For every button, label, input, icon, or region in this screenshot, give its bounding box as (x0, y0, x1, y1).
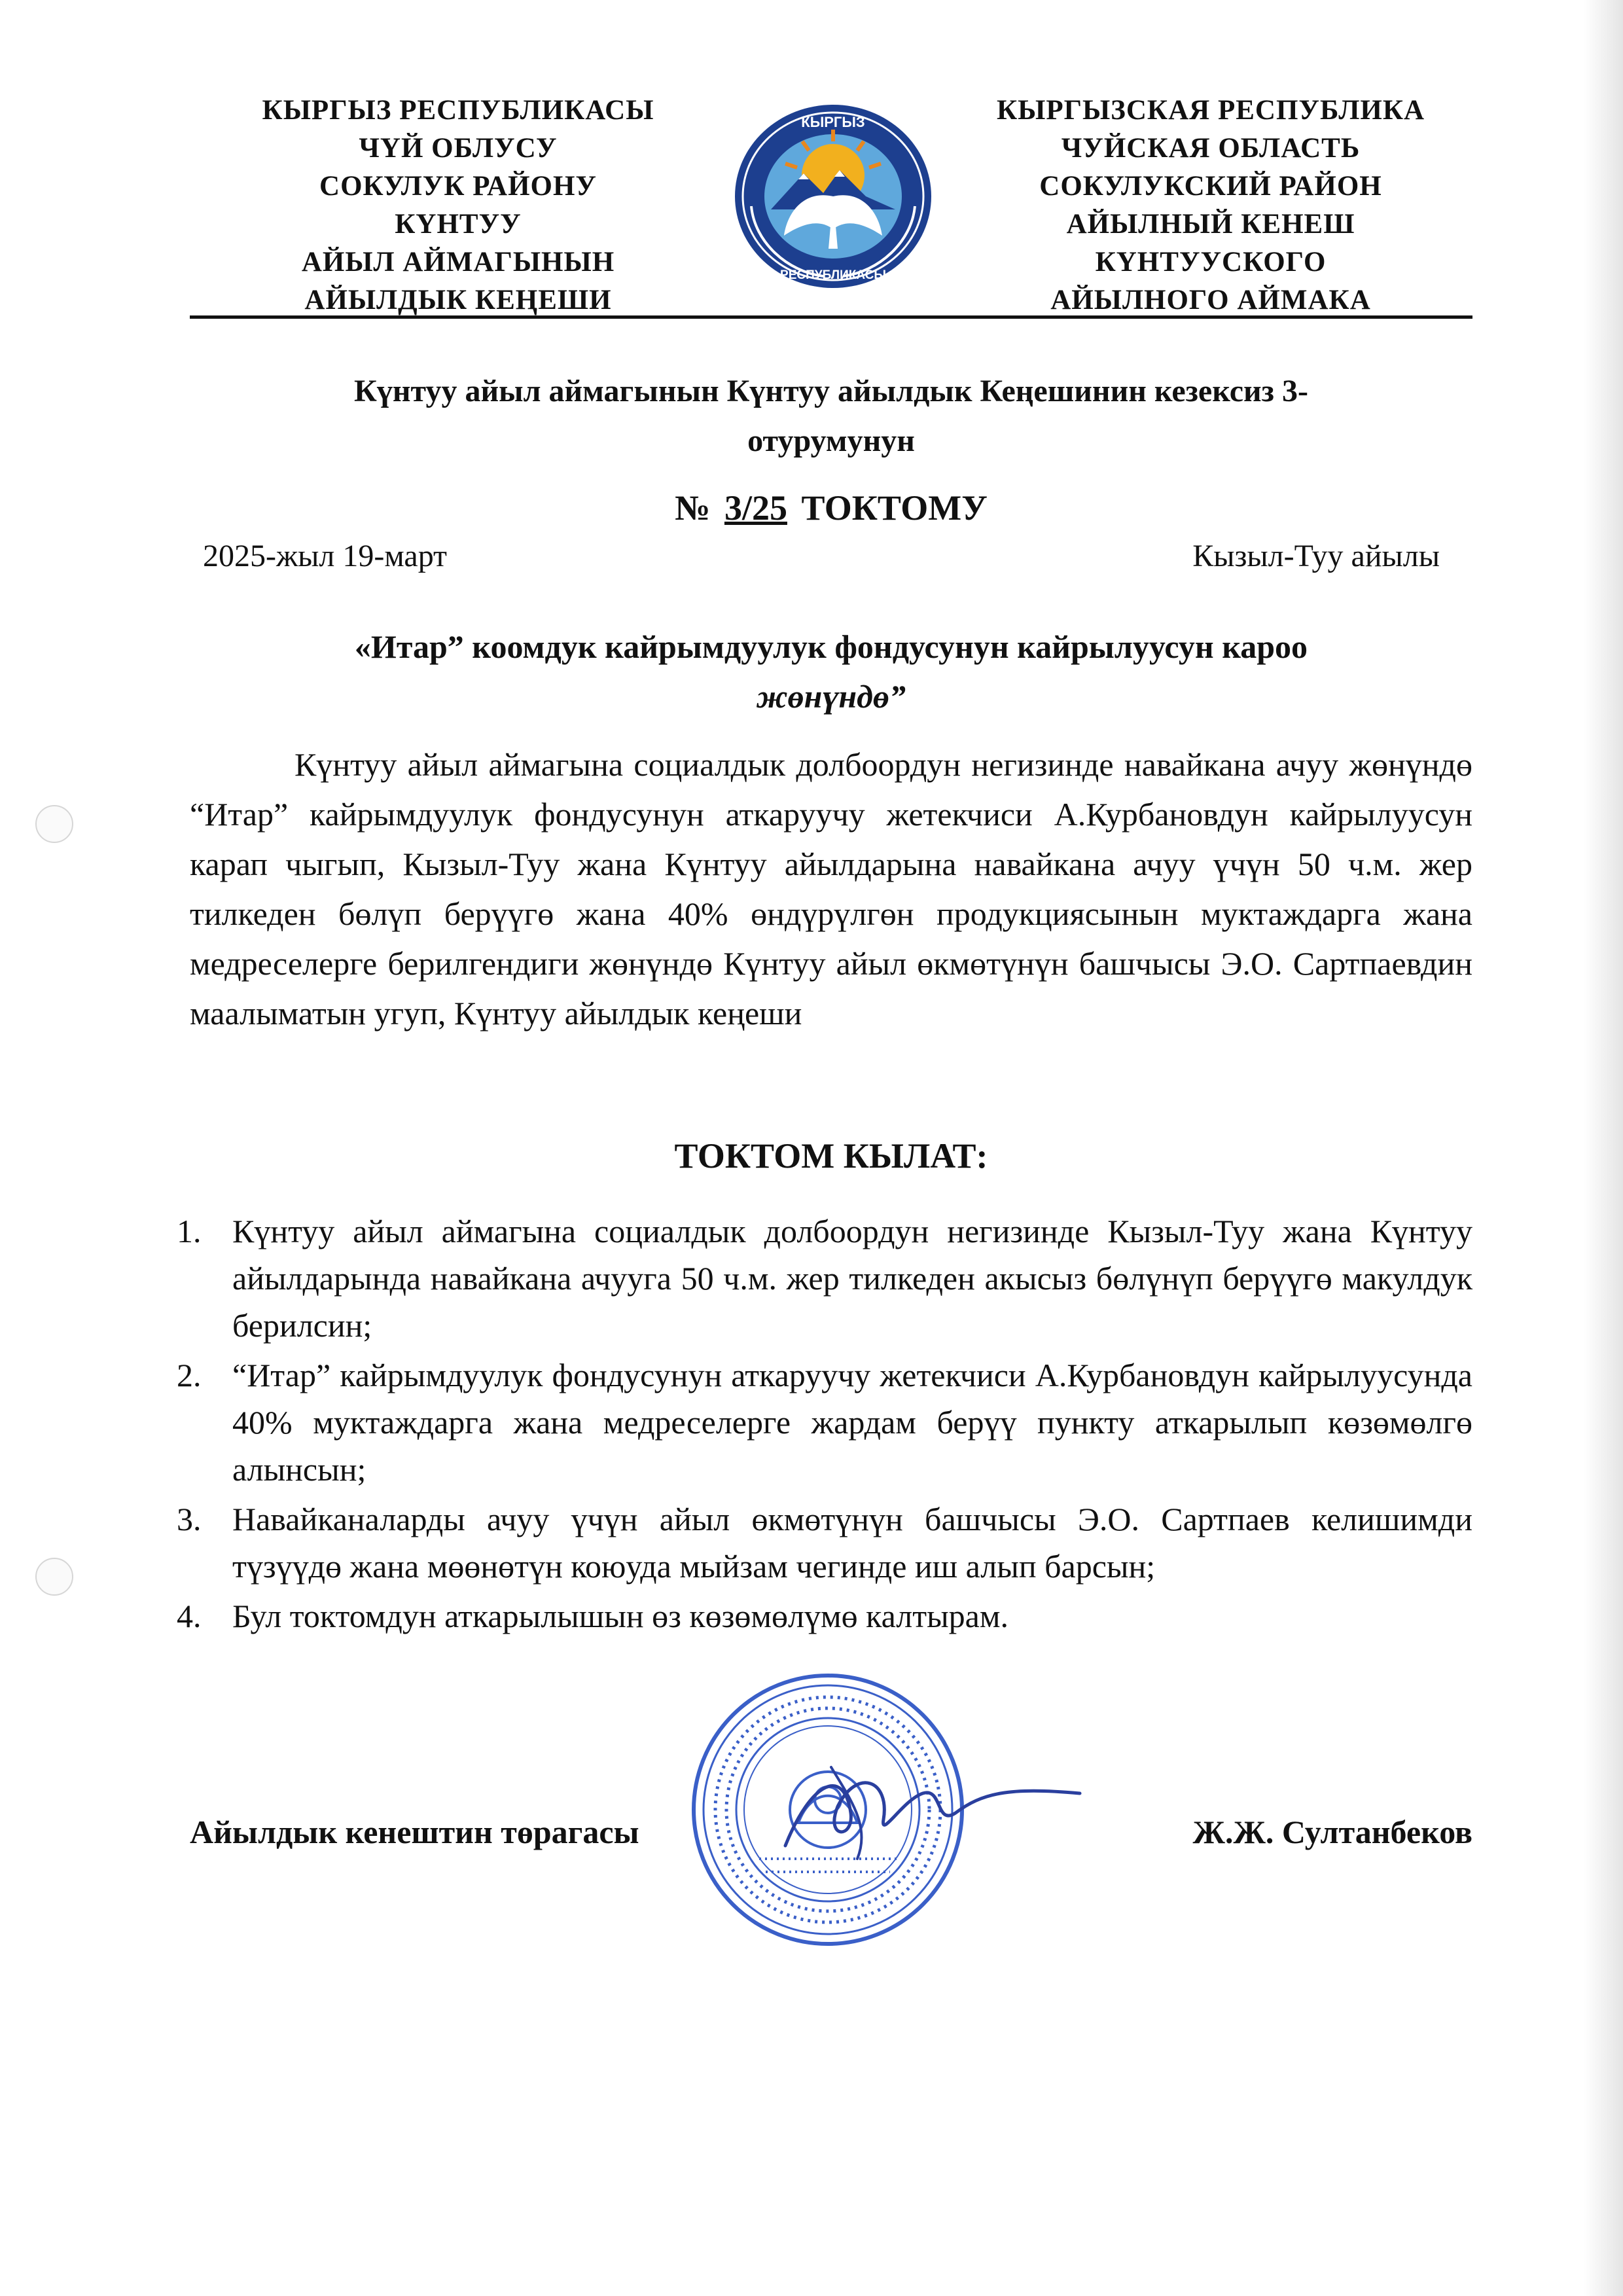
preamble-paragraph: Күнтуу айыл аймагына социалдык долбоордун негизинде навайкана ачуу жөнүндө “Итар” кайрымдуулук фондусунун аткаруучу жетекчиси А.Курбановдун кайрылуусун карап чыгып, Кызыл-Туу жана Күнтуу айылдарына навайкана ачуу үчүн 50 ч.м. жер тилкеден бөлүп берүүгө жана 40% өндүрүлгөн продукциясынын муктаждарга жана медреселерге берилгендиги жөнүндө Күнтуу айыл өкмөтүнүн башчысы Э.О. Сартпаевдин маалыматын угуп, Күнтуу айылдык кеңеши (190, 746, 1472, 1031)
header-right-line: КҮНТУУСКОГО (1095, 247, 1327, 278)
subject-line: жөнүндө” (757, 678, 906, 715)
handwritten-signature-icon (772, 1741, 1086, 1872)
session-title (190, 367, 1472, 466)
header-right-line: АЙЫЛНОГО АЙМАКА (1050, 285, 1371, 315)
decision-number: 1. (177, 1213, 202, 1249)
decision-number: 3. (177, 1501, 202, 1537)
decree-number (190, 488, 1472, 528)
header-right-line: СОКУЛУКСКИЙ РАЙОН (1039, 171, 1382, 202)
decision-text: Бул токтомдун аткарылышын өз көзөмөлүмө калтырам. (232, 1598, 1009, 1634)
emblem-bottom-text: РЕСПУБЛИКАСЫ (780, 268, 886, 282)
header-left-line: СОКУЛУК РАЙОНУ (319, 171, 597, 202)
state-emblem-icon (725, 98, 941, 295)
decision-text: “Итар” кайрымдуулук фондусунун аткаруучу жетекчиси А.Курбановдун кайрылуусунда 40% муктаждарга жана медреселерге жардам берүү пункту аткарылып көзөмөлгө алынсын; (232, 1357, 1472, 1488)
decree-subject (190, 622, 1472, 721)
punch-hole (35, 805, 73, 843)
session-title-line: Күнтуу айыл аймагынын Күнтуу айылдык Кеңешинин кезексиз 3- (354, 374, 1308, 408)
subject-line: «Итар” коомдук кайрымдуулук фондусунун кайрылуусун кароо (354, 628, 1308, 665)
decree-word: ТОКТОМУ (801, 488, 988, 528)
header-right-line: АЙЫЛНЫЙ КЕНЕШ (1066, 209, 1355, 240)
header-right-line: КЫРГЫЗСКАЯ РЕСПУБЛИКА (996, 95, 1425, 126)
header-right-russian (942, 92, 1479, 319)
decree-place: Кызыл-Туу айылы (1192, 539, 1440, 573)
header-right-line: ЧУЙСКАЯ ОБЛАСТЬ (1061, 133, 1361, 164)
header-left-line: АЙЫЛДЫК КЕҢЕШИ (304, 285, 612, 315)
decision-item (170, 1496, 1472, 1590)
decision-item (170, 1352, 1472, 1493)
decision-number: 4. (177, 1598, 202, 1634)
decision-list (170, 1208, 1472, 1642)
decision-number: 2. (177, 1357, 202, 1393)
header-left-line: ЧҮЙ ОБЛУСУ (359, 133, 558, 164)
emblem-top-text: КЫРГЫЗ (801, 114, 865, 130)
header-left-line: КҮНТУУ (395, 209, 522, 240)
decree-date: 2025-жыл 19-март (203, 539, 448, 573)
decision-item (170, 1208, 1472, 1349)
signatory-role: Айылдык кенештин төрагасы (190, 1814, 639, 1850)
decree-number-value: 3/25 (724, 488, 787, 528)
decision-text: Навайканаларды ачуу үчүн айыл өкмөтүнүн башчысы Э.О. Сартпаев келишимди түзүүдө жана мөөнөтүн коюуда мыйзам чегинде иш алып барсын; (232, 1501, 1472, 1585)
session-title-line: отурумунун (747, 423, 915, 458)
decision-item (170, 1592, 1472, 1640)
decree-number-prefix: № (675, 488, 711, 528)
resolve-heading: ТОКТОМ КЫЛАТ: (674, 1136, 988, 1175)
punch-hole (35, 1558, 73, 1596)
header-left-line: АЙЫЛ АЙМАГЫНЫН (301, 247, 615, 278)
header-left-line: КЫРГЫЗ РЕСПУБЛИКАСЫ (262, 95, 654, 126)
page-edge-shadow (1584, 0, 1623, 2296)
decision-text: Күнтуу айыл аймагына социалдык долбоордун негизинде Кызыл-Туу жана Күнтуу айылдарында навайкана ачууга 50 ч.м. жер тилкеден акысыз бөлүнүп берүүгө макулдук берилсин; (232, 1213, 1472, 1344)
header-divider (190, 315, 1472, 319)
signatory-name: Ж.Ж. Султанбеков (1192, 1814, 1472, 1850)
header-left-kyrgyz (190, 92, 726, 319)
